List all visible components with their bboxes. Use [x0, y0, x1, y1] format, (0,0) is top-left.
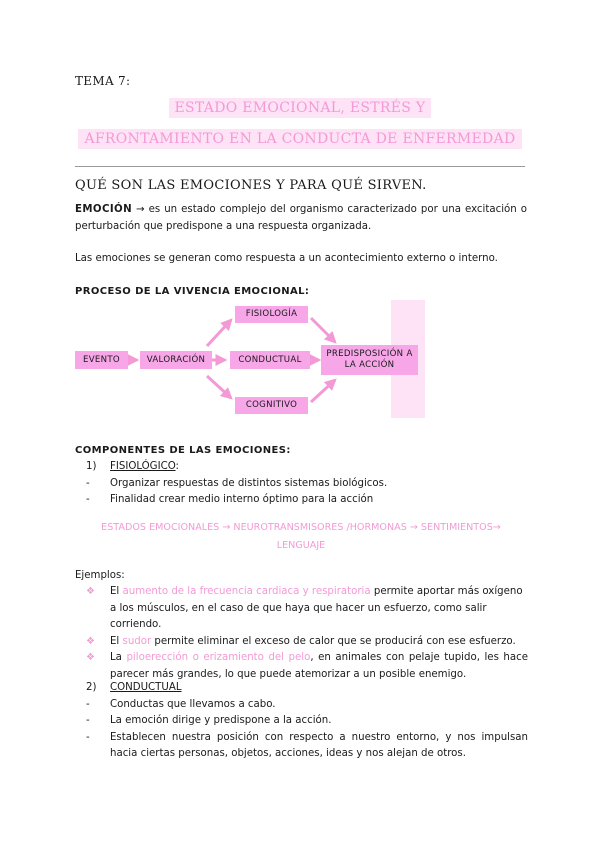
example-pre: La	[110, 652, 127, 663]
box-fisiologia: FISIOLOGÍA	[235, 306, 308, 323]
dash-bullet: -	[86, 494, 90, 505]
list-item	[86, 476, 528, 493]
title-line-2	[0, 131, 600, 147]
box-valoracion: VALORACIÓN	[140, 351, 212, 369]
flow-line-1: ESTADOS EMOCIONALES → NEUROTRANSMISORES /HORMONAS → SENTIMIENTOS→	[101, 522, 501, 533]
section-heading-emociones: QUÉ SON LAS EMOCIONES Y PARA QUÉ SIRVEN.	[75, 178, 427, 193]
star-bullet-icon: ❖	[86, 586, 95, 597]
conductual-title: CONDUCTUAL	[110, 682, 182, 693]
title-highlight-2: AFRONTAMIENTO EN LA CONDUCTA DE ENFERMEDAD	[78, 129, 521, 149]
fisiologico-colon: :	[175, 461, 179, 472]
ejemplos-label: Ejemplos:	[75, 570, 125, 581]
list-item	[86, 713, 528, 730]
dash-bullet: -	[86, 477, 90, 489]
example-post: , en animales con pelaje tupido, les hace parecer más grandes, lo que puede atemorizar a un posible enemigo.	[110, 652, 528, 680]
list-item-text: Finalidad crear medio interno óptimo para la acción	[110, 494, 374, 505]
generation-paragraph: Las emociones se generan como respuesta a un acontecimiento externo o interno.	[75, 253, 498, 264]
fisiologico-title: FISIOLÓGICO	[110, 461, 176, 472]
list-number: 2)	[86, 682, 97, 693]
flow-line-2: LENGUAJE	[276, 540, 326, 551]
star-bullet-icon: ❖	[86, 635, 95, 647]
example-pre: El	[110, 586, 123, 597]
list-item	[86, 492, 528, 509]
example-highlight: piloerección o erizamiento del pelo	[126, 652, 311, 663]
section-heading-componentes: COMPONENTES DE LAS EMOCIONES:	[75, 445, 291, 456]
tema-label: TEMA 7:	[75, 74, 131, 88]
star-bullet-icon: ❖	[86, 652, 95, 663]
arrow-valoracion-cognitivo	[207, 376, 231, 398]
title-highlight-1: ESTADO EMOCIONAL, ESTRÉS Y	[169, 98, 432, 118]
definition-paragraph	[75, 201, 527, 235]
list-heading-conductual	[86, 680, 528, 697]
list-item	[86, 697, 528, 714]
example-highlight: aumento de la frecuencia cardiaca y respiratoria	[122, 586, 371, 597]
box-cognitivo: COGNITIVO	[235, 397, 308, 414]
list-item-text: Establecen nuestra posición con respecto a nuestro entorno, y nos impulsan hacia ciertas personas, objetos, acciones, ideas y nos alejan de otros.	[110, 731, 528, 759]
dash-bullet: -	[86, 698, 90, 710]
list-ejemplos	[86, 584, 528, 683]
arrow-cognitivo-predisposicion	[311, 380, 335, 402]
definition-term: EMOCIÓN	[75, 204, 133, 215]
example-item	[86, 584, 528, 634]
list-number: 1)	[86, 461, 97, 472]
arrow-fisiologia-predisposicion	[311, 318, 335, 342]
box-conductual: CONDUCTUAL	[230, 351, 310, 369]
list-heading-fisiologico	[86, 459, 528, 476]
dash-bullet: -	[86, 715, 90, 726]
example-post: permite eliminar el exceso de calor que se producirá con ese esfuerzo.	[151, 635, 516, 647]
emotion-process-diagram	[75, 298, 435, 418]
divider	[75, 166, 525, 167]
dash-bullet: -	[86, 731, 90, 743]
list-item-text: Organizar respuestas de distintos sistemas biológicos.	[110, 477, 388, 489]
section-heading-proceso: PROCESO DE LA VIVENCIA EMOCIONAL:	[75, 286, 310, 297]
title-line-1	[0, 100, 600, 116]
box-evento: EVENTO	[75, 351, 128, 369]
example-post: permite aportar más oxígeno a los músculos, en el caso de que haya que hacer un esfuerzo, como salir corriendo.	[110, 586, 523, 630]
example-item	[86, 634, 528, 651]
arrow-valoracion-fisiologia	[207, 320, 231, 346]
definition-text: → es un estado complejo del organismo caracterizado por una excitación o perturbación que predispone a una respuesta organizada.	[75, 204, 527, 232]
list-fisiologico	[86, 459, 528, 509]
example-pre: El	[110, 635, 123, 647]
box-predisposicion: PREDISPOSICIÓN A LA ACCIÓN	[321, 345, 418, 375]
list-item	[86, 730, 528, 763]
list-item-text: La emoción dirige y predispone a la acción.	[110, 715, 332, 726]
list-conductual	[86, 680, 528, 763]
example-item	[86, 650, 528, 683]
list-item-text: Conductas que llevamos a cabo.	[110, 698, 276, 710]
example-highlight: sudor	[122, 635, 152, 647]
